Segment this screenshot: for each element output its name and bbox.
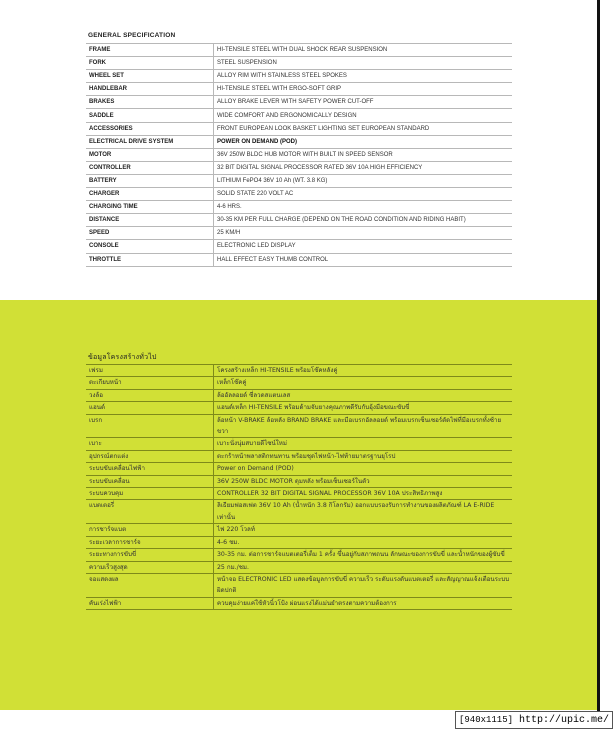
spec-label: แฮนด์ bbox=[86, 402, 214, 414]
spec-label: ความเร็วสูงสุด bbox=[86, 561, 214, 573]
spec-value: 25 กม./ชม. bbox=[217, 563, 249, 571]
spec-value: HALL EFFECT EASY THUMB CONTROL bbox=[217, 256, 329, 263]
spec-label: ระบบขับเคลื่อนไฟฟ้า bbox=[86, 463, 214, 475]
spec-label: เบาะ bbox=[86, 438, 214, 450]
spec-row bbox=[86, 377, 512, 389]
spec-value: WIDE COMFORT AND ERGONOMICALLY DESIGN bbox=[217, 112, 357, 119]
spec-row bbox=[86, 597, 512, 609]
spec-label: ระยะทางการขับขี่ bbox=[86, 549, 214, 561]
spec-value: 32 BIT DIGITAL SIGNAL PROCESSOR RATED 36V 10A HIGH EFFICIENCY bbox=[217, 164, 423, 171]
spec-label: MOTOR bbox=[86, 148, 214, 161]
spec-row bbox=[86, 70, 512, 83]
spec-row bbox=[86, 438, 512, 450]
spec-label: เบรก bbox=[86, 414, 214, 438]
spec-label: ELECTRICAL DRIVE SYSTEM bbox=[86, 135, 214, 148]
english-spec-heading: GENERAL SPECIFICATION bbox=[88, 32, 176, 39]
spec-label: DISTANCE bbox=[86, 214, 214, 227]
spec-value: POWER ON DEMAND (POD) bbox=[217, 138, 297, 145]
spec-row bbox=[86, 573, 512, 597]
image-host-watermark[interactable] bbox=[455, 711, 613, 729]
spec-value: HI-TENSILE STEEL WITH DUAL SHOCK REAR SUSPENSION bbox=[217, 47, 388, 54]
spec-value: 4-6 ชม. bbox=[217, 538, 240, 546]
spec-label: HANDLEBAR bbox=[86, 83, 214, 96]
spec-value: แฮนด์เหล็ก HI-TENSILE พร้อมด้ามจับยางคุณภาพดีรับกับอุ้งมือขณะขับขี่ bbox=[217, 404, 410, 412]
spec-label: วงล้อ bbox=[86, 389, 214, 401]
spec-value: 25 KM/H bbox=[217, 230, 241, 237]
spec-label: ระยะเวลาการชาร์จ bbox=[86, 536, 214, 548]
spec-value: 30-35 กม. ต่อการชาร์จแบตเตอรี่เต็ม 1 ครั้ง ขึ้นอยู่กับสภาพถนน ลักษณะของการขับขี่ และน้ำหนักของผู้ขับขี่ bbox=[217, 551, 505, 559]
spec-row bbox=[86, 389, 512, 401]
spec-label: ระบบควบคุม bbox=[86, 488, 214, 500]
spec-label: คันเร่งไฟฟ้า bbox=[86, 597, 214, 609]
page-edge bbox=[597, 0, 600, 728]
spec-label: BATTERY bbox=[86, 174, 214, 187]
spec-value: ตะกร้าหน้าพลาสติกทนทาน พร้อมชุดไฟหน้า-ไฟท้ายมาตรฐานยุโรป bbox=[217, 452, 396, 460]
spec-label: CONTROLLER bbox=[86, 161, 214, 174]
spec-row bbox=[86, 365, 512, 377]
spec-value: LITHIUM FePO4 36V 10 Ah (WT. 3.8 KG) bbox=[217, 177, 328, 184]
spec-value: เบาะนั่งนุ่มสบายดีไซน์ใหม่ bbox=[217, 440, 287, 448]
spec-row bbox=[86, 96, 512, 109]
spec-label: WHEEL SET bbox=[86, 70, 214, 83]
spec-value: HI-TENSILE STEEL WITH ERGO-SOFT GRIP bbox=[217, 86, 342, 93]
spec-label: CONSOLE bbox=[86, 240, 214, 253]
spec-label: ตะเกียบหน้า bbox=[86, 377, 214, 389]
spec-row bbox=[86, 561, 512, 573]
english-spec-table bbox=[86, 43, 512, 267]
spec-value: 36V 250W BLDC HUB MOTOR WITH BUILT IN SPEED SENSOR bbox=[217, 151, 393, 158]
image-dimensions: [940x1115] bbox=[459, 715, 514, 725]
spec-value: โครงสร้างเหล็ก HI-TENSILE พร้อมโช๊คหลังคู่ bbox=[217, 367, 338, 374]
spec-label: CHARGER bbox=[86, 188, 214, 201]
spec-row bbox=[86, 122, 512, 135]
spec-value: ล้ออัลลอยด์ ซี่ลวดสแตนเลส bbox=[217, 391, 291, 399]
spec-value: ล้อหน้า V-BRAKE ล้อหลัง BRAND BRAKE และมือเบรกอัลลอยด์ พร้อมเบรกเซ็นเซอร์ตัดไฟที่มือเบรกทั้งซ้ายขวา bbox=[217, 416, 502, 436]
spec-label: FRAME bbox=[86, 44, 214, 57]
spec-value: Power on Demand (POD) bbox=[217, 465, 294, 473]
spec-row bbox=[86, 188, 512, 201]
spec-row bbox=[86, 109, 512, 122]
spec-label: SPEED bbox=[86, 227, 214, 240]
spec-value: ควบคุมง่ายแค่ใช้หัวนิ้วโป้ง ผ่อนแรงได้แม่นยำตรงตามความต้องการ bbox=[217, 599, 397, 607]
thai-spec-table bbox=[86, 364, 512, 610]
spec-row bbox=[86, 161, 512, 174]
spec-row bbox=[86, 57, 512, 70]
spec-label: อุปกรณ์ตกแต่ง bbox=[86, 450, 214, 462]
spec-row bbox=[86, 240, 512, 253]
spec-row bbox=[86, 214, 512, 227]
spec-value: CONTROLLER 32 BIT DIGITAL SIGNAL PROCESSOR 36V 10A ประสิทธิภาพสูง bbox=[217, 490, 443, 498]
spec-row bbox=[86, 253, 512, 266]
spec-value: 30-35 KM PER FULL CHARGE (DEPEND ON THE ROAD CONDITION AND RIDING HABIT) bbox=[217, 217, 466, 224]
spec-value: ไฟ 220 โวลท์ bbox=[217, 526, 255, 534]
spec-row bbox=[86, 227, 512, 240]
spec-value: ALLOY RIM WITH STAINLESS STEEL SPOKES bbox=[217, 73, 347, 80]
spec-value: ALLOY BRAKE LEVER WITH SAFETY POWER CUT-OFF bbox=[217, 99, 374, 106]
spec-label: BRAKES bbox=[86, 96, 214, 109]
spec-row bbox=[86, 463, 512, 475]
spec-value: เหล็กโช๊คคู่ bbox=[217, 379, 247, 387]
spec-label: THROTTLE bbox=[86, 253, 214, 266]
spec-row bbox=[86, 488, 512, 500]
spec-row bbox=[86, 148, 512, 161]
spec-row bbox=[86, 524, 512, 536]
spec-value: ลิเธียมฟอสเฟต 36V 10 Ah (น้ำหนัก 3.8 กิโลกรัม) ออกแบบรองรับการทำงานของผลิตภัณฑ์ LA E-RIDE เท่านั้น bbox=[217, 502, 495, 521]
spec-value: STEEL SUSPENSION bbox=[217, 60, 277, 67]
thai-spec-heading: ข้อมูลโครงสร้างทั่วไป bbox=[88, 353, 157, 361]
host-url-link[interactable]: http://upic.me/ bbox=[519, 715, 610, 726]
spec-label: แบตเตอรี่ bbox=[86, 500, 214, 524]
spec-label: CHARGING TIME bbox=[86, 201, 214, 214]
spec-row bbox=[86, 135, 512, 148]
spec-value: SOLID STATE 220 VOLT AC bbox=[217, 191, 294, 198]
spec-value: FRONT EUROPEAN LOOK BASKET LIGHTING SET EUROPEAN STANDARD bbox=[217, 125, 430, 132]
spec-label: ระบบขับเคลื่อน bbox=[86, 475, 214, 487]
spec-value: หน้าจอ ELECTRONIC LED แสดงข้อมูลการขับขี่ ความเร็ว ระดับแรงดันแบตเตอรี่ และสัญญาณแจ้งเตือนระบบผิดปกติ bbox=[217, 575, 510, 595]
spec-label: FORK bbox=[86, 57, 214, 70]
spec-label: ACCESSORIES bbox=[86, 122, 214, 135]
spec-label: การชาร์จแบต bbox=[86, 524, 214, 536]
spec-row bbox=[86, 402, 512, 414]
spec-value: 36V 250W BLDC MOTOR ดุมหลัง พร้อมเซ็นเซอร์ในตัว bbox=[217, 477, 370, 485]
spec-label: จอแสดงผล bbox=[86, 573, 214, 597]
spec-row bbox=[86, 174, 512, 187]
spec-row bbox=[86, 201, 512, 214]
spec-label: SADDLE bbox=[86, 109, 214, 122]
spec-row bbox=[86, 44, 512, 57]
spec-row bbox=[86, 83, 512, 96]
spec-row bbox=[86, 450, 512, 462]
spec-label: เฟรม bbox=[86, 365, 214, 377]
spec-value: 4-6 HRS. bbox=[217, 204, 242, 211]
spec-row bbox=[86, 549, 512, 561]
spec-value: ELECTRONIC LED DISPLAY bbox=[217, 243, 296, 250]
spec-row bbox=[86, 414, 512, 438]
spec-row bbox=[86, 475, 512, 487]
spec-row bbox=[86, 536, 512, 548]
spec-row bbox=[86, 500, 512, 524]
